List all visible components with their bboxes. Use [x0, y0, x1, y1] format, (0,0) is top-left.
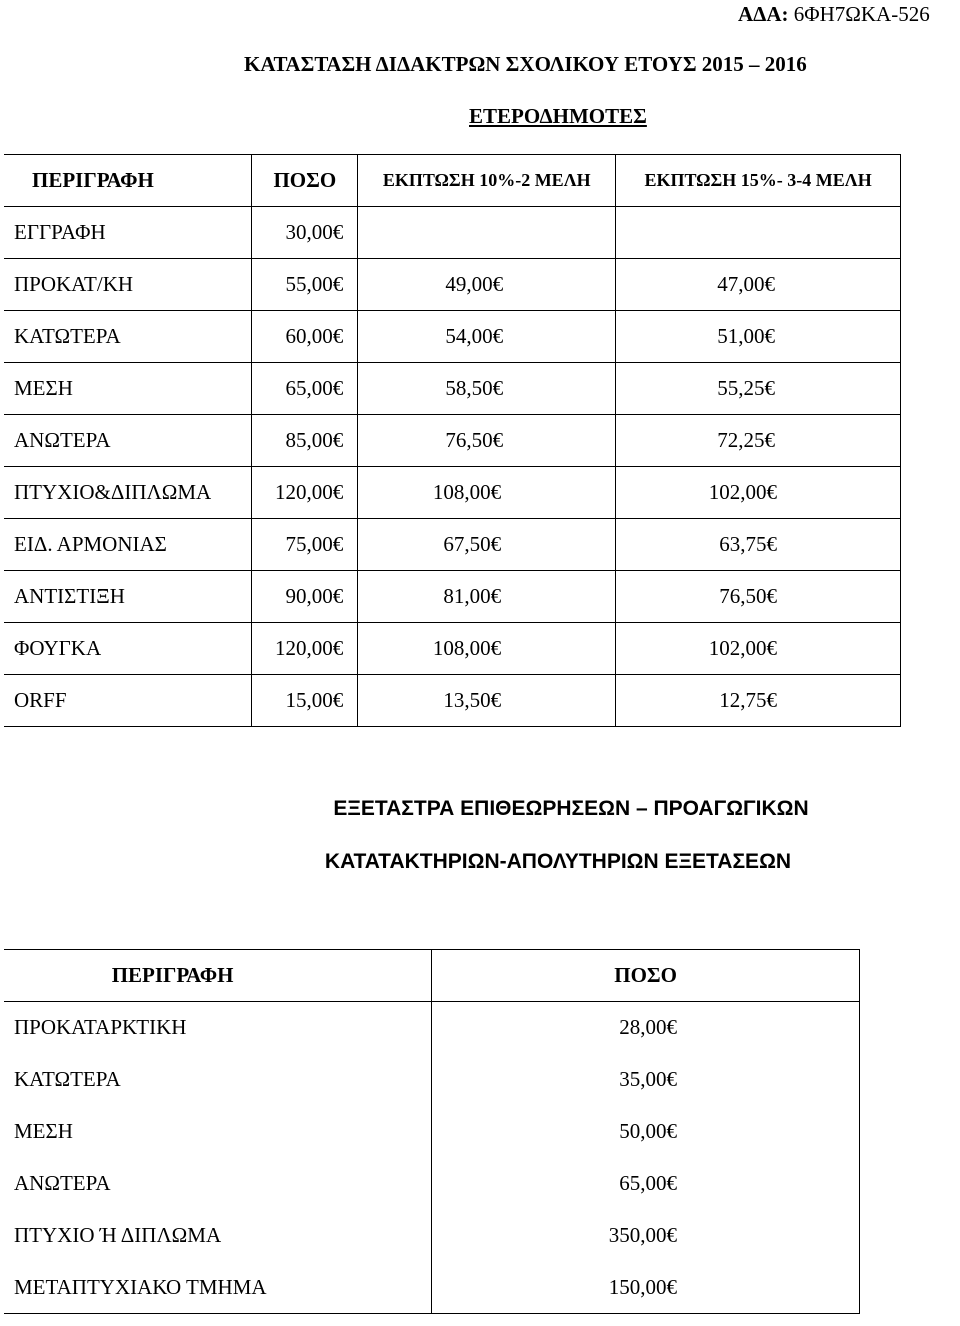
table-row: [4, 1158, 860, 1210]
fee-discount-15: 63,75€: [616, 519, 901, 571]
exam-amount: 65,00€: [432, 1158, 860, 1210]
ada-code: 6ΦΗ7ΩΚΑ-526: [793, 2, 930, 26]
fee-discount-10: 67,50€: [358, 519, 616, 571]
exam-section-title-line-1: ΕΞΕΤΑΣΤΡΑ ΕΠΙΘΕΩΡΗΣΕΩΝ – ΠΡΟΑΓΩΓΙΚΩΝ: [333, 797, 809, 820]
exam-amount: 350,00€: [432, 1210, 860, 1262]
fees-col-discount-10: ΕΚΠΤΩΣΗ 10%-2 ΜΕΛΗ: [358, 155, 616, 207]
table-row: [4, 1262, 860, 1314]
exam-amount: 28,00€: [432, 1002, 860, 1054]
fee-discount-15: [616, 207, 901, 259]
fee-description: ΠΡΟΚΑΤ/ΚΗ: [4, 259, 252, 311]
fee-description: ΕΙΔ. ΑΡΜΟΝΙΑΣ: [4, 519, 252, 571]
table-row: [4, 1106, 860, 1158]
table-row: [4, 623, 901, 675]
fees-table-header-row: [4, 155, 901, 207]
fees-col-description: ΠΕΡΙΓΡΑΦΗ: [4, 155, 252, 207]
fee-description: ΦΟΥΓΚΑ: [4, 623, 252, 675]
exam-amount: 35,00€: [432, 1054, 860, 1106]
fees-col-discount-15: ΕΚΠΤΩΣΗ 15%- 3-4 ΜΕΛΗ: [616, 155, 901, 207]
fee-discount-10: 76,50€: [358, 415, 616, 467]
fee-description: ΜΕΣΗ: [4, 363, 252, 415]
table-row: [4, 1210, 860, 1262]
fee-discount-15: 72,25€: [616, 415, 901, 467]
table-row: [4, 571, 901, 623]
exam-description: ΜΕΣΗ: [4, 1106, 432, 1158]
fee-discount-10: 108,00€: [358, 623, 616, 675]
table-row: [4, 311, 901, 363]
fee-discount-15: 102,00€: [616, 467, 901, 519]
fee-description: ΚΑΤΩΤΕΡΑ: [4, 311, 252, 363]
fee-description: ΕΓΓΡΑΦΗ: [4, 207, 252, 259]
fee-description: ΑΝΤΙΣΤΙΞΗ: [4, 571, 252, 623]
fees-table: [4, 154, 901, 727]
fee-description: ORFF: [4, 675, 252, 727]
fee-discount-10: 58,50€: [358, 363, 616, 415]
fee-amount: 90,00€: [252, 571, 358, 623]
exam-section-title-line-2: ΚΑΤΑΤΑΚΤΗΡΙΩΝ-ΑΠΟΛΥΤΗΡΙΩΝ ΕΞΕΤΑΣΕΩΝ: [324, 850, 792, 873]
fee-amount: 55,00€: [252, 259, 358, 311]
fee-discount-15: 55,25€: [616, 363, 901, 415]
fee-discount-15: 12,75€: [616, 675, 901, 727]
fee-discount-15: 76,50€: [616, 571, 901, 623]
fee-discount-10: 13,50€: [358, 675, 616, 727]
fee-discount-10: 49,00€: [358, 259, 616, 311]
exam-col-amount: ΠΟΣΟ: [432, 950, 860, 1002]
table-row: [4, 519, 901, 571]
exam-col-description: ΠΕΡΙΓΡΑΦΗ: [4, 950, 432, 1002]
document-subtitle: ΕΤΕΡΟΔΗΜΟΤΕΣ: [469, 104, 647, 128]
document-title: ΚΑΤΑΣΤΑΣΗ ΔΙΔΑΚΤΡΩΝ ΣΧΟΛΙΚΟΥ ΕΤΟΥΣ 2015 – 2016: [244, 52, 807, 76]
ada-line: [738, 2, 930, 27]
fee-discount-10: [358, 207, 616, 259]
fee-discount-15: 51,00€: [616, 311, 901, 363]
exam-table-header-row: [4, 950, 860, 1002]
exam-description: ΚΑΤΩΤΕΡΑ: [4, 1054, 432, 1106]
table-row: [4, 415, 901, 467]
table-row: [4, 259, 901, 311]
fee-discount-15: 47,00€: [616, 259, 901, 311]
exam-amount: 50,00€: [432, 1106, 860, 1158]
exam-amount: 150,00€: [432, 1262, 860, 1314]
fee-amount: 30,00€: [252, 207, 358, 259]
table-row: [4, 675, 901, 727]
fee-amount: 15,00€: [252, 675, 358, 727]
table-row: [4, 467, 901, 519]
fee-amount: 85,00€: [252, 415, 358, 467]
table-row: [4, 1002, 860, 1054]
fee-amount: 75,00€: [252, 519, 358, 571]
fee-description: ΑΝΩΤΕΡΑ: [4, 415, 252, 467]
table-row: [4, 363, 901, 415]
exam-description: ΠΡΟΚΑΤΑΡΚΤΙΚΗ: [4, 1002, 432, 1054]
fee-description: ΠΤΥΧΙΟ&ΔΙΠΛΩΜΑ: [4, 467, 252, 519]
fees-col-amount: ΠΟΣΟ: [252, 155, 358, 207]
exam-table: [4, 949, 860, 1314]
exam-description: ΜΕΤΑΠΤΥΧΙΑΚΟ ΤΜΗΜΑ: [4, 1262, 432, 1314]
exam-description: ΠΤΥΧΙΟ Ή ΔΙΠΛΩΜΑ: [4, 1210, 432, 1262]
fee-amount: 120,00€: [252, 467, 358, 519]
exam-description: ΑΝΩΤΕΡΑ: [4, 1158, 432, 1210]
fee-discount-10: 54,00€: [358, 311, 616, 363]
fee-discount-10: 81,00€: [358, 571, 616, 623]
fee-amount: 65,00€: [252, 363, 358, 415]
ada-label: ΑΔΑ:: [738, 2, 789, 26]
fee-discount-15: 102,00€: [616, 623, 901, 675]
fee-amount: 120,00€: [252, 623, 358, 675]
table-row: [4, 207, 901, 259]
fee-amount: 60,00€: [252, 311, 358, 363]
fee-discount-10: 108,00€: [358, 467, 616, 519]
table-row: [4, 1054, 860, 1106]
